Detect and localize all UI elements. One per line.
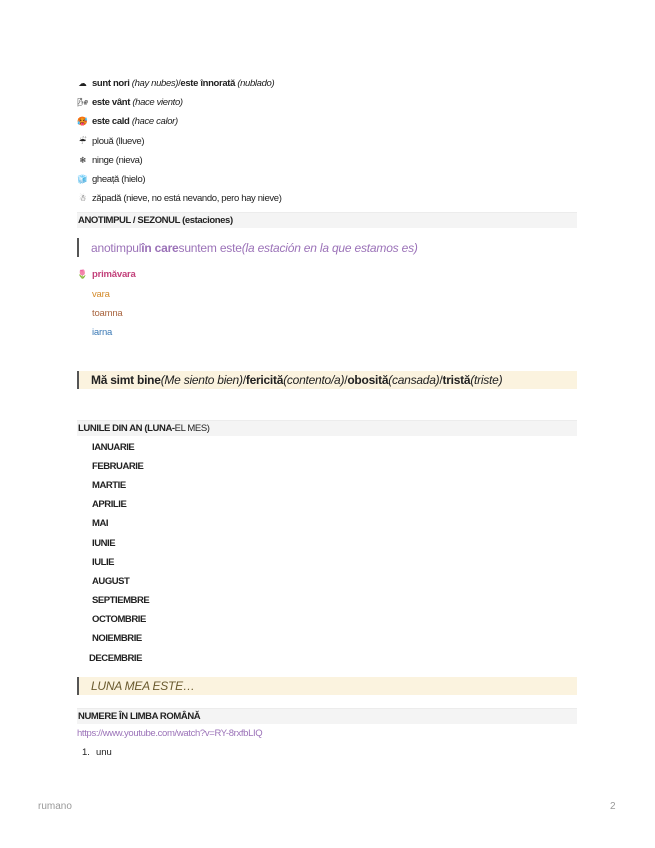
month-item: IANUARIE: [92, 441, 135, 453]
month-item: OCTOMBRIE: [92, 614, 146, 626]
season-item: vara: [92, 288, 110, 300]
weather-item: 🌬 este vânt (hace viento): [77, 97, 183, 109]
months-section-heading: LUNILE DIN AN (LUNA- EL MES): [77, 420, 577, 436]
months-list: [77, 438, 577, 668]
snowman-icon: ☃: [78, 193, 87, 204]
youtube-link[interactable]: https://www.youtube.com/watch?v=RY-8rxfbLIQ: [77, 727, 263, 739]
month-item: MAI: [92, 518, 109, 530]
umbrella-rain-icon: ☔: [78, 135, 87, 146]
month-item: NOIEMBRIE: [92, 633, 142, 645]
footer-document-name: rumano: [38, 801, 72, 812]
month-item: APRILIE: [92, 499, 127, 511]
season-item: toamna: [92, 308, 123, 320]
tulip-icon: 🌷: [77, 269, 88, 280]
season-item: 🌷 primăvara: [77, 269, 136, 281]
seasons-quote: anotimpul în care suntem este (la estación en la que estamos es): [77, 238, 577, 257]
month-item: IUNIE: [92, 537, 116, 549]
weather-item: 🥵 este cald (hace calor): [77, 116, 178, 128]
month-item: AUGUST: [92, 575, 130, 587]
hot-face-icon: 🥵: [77, 116, 88, 127]
ice-cube-icon: 🧊: [77, 174, 88, 185]
weather-item: ☔ plouă (llueve): [78, 135, 145, 147]
footer-page-number: 2: [610, 801, 616, 812]
weather-item: ☁ sunt nori (hay nubes) / este înnorată (nublado): [78, 78, 275, 90]
seasons-list: [77, 265, 577, 342]
month-item: DECEMBRIE: [89, 652, 142, 664]
document-page: [77, 74, 577, 763]
month-item: IULIE: [92, 556, 115, 568]
weather-item: ☃ zăpadă (nieve, no está nevando, pero hay nieve): [78, 193, 282, 205]
snowflake-icon: ❄: [79, 154, 86, 165]
month-item: SEPTIEMBRE: [92, 595, 150, 607]
list-number: 1.: [82, 747, 90, 759]
numbers-list-item: 1. unu: [82, 747, 112, 759]
weather-item: 🧊 gheață (hielo): [77, 174, 146, 186]
wind-icon: 🌬: [77, 97, 88, 108]
cloud-icon: ☁: [78, 78, 87, 89]
seasons-section-heading: ANOTIMPUL / SEZONUL (estaciones): [77, 212, 577, 228]
feeling-callout: Mă simt bine (Me siento bien) / fericită (contento/a) / obosită (cansada) / tristă (triste): [77, 371, 577, 389]
month-item: MARTIE: [92, 479, 126, 491]
weather-list: [77, 74, 577, 208]
season-item: iarna: [92, 327, 113, 339]
weather-item: ❄ ninge (nieva): [77, 151, 577, 170]
numbers-section-heading: NUMERE ÎN LIMBA ROMÂNĂ: [77, 708, 577, 724]
month-item: FEBRUARIE: [92, 460, 144, 472]
my-month-callout: LUNA MEA ESTE…: [77, 677, 577, 695]
